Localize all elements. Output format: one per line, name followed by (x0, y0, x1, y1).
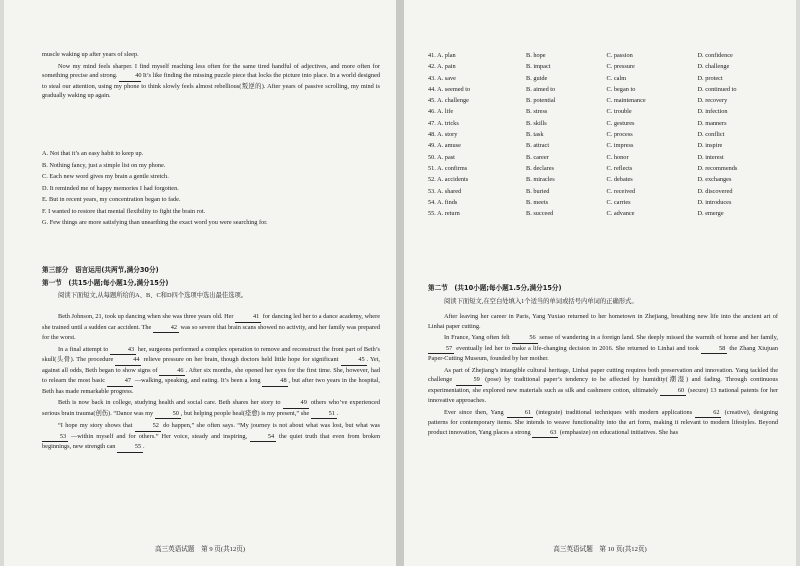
passage-text: her, surgeons performed a complex operation to remove and reconstruct the front part of Beth’s skull(头骨). The procedure (42, 345, 380, 363)
choice-option: 49. A. amuse (428, 142, 461, 150)
choice-option: B. declares (526, 164, 554, 172)
passage-text: , but helping people heal(痊愈) is my present,” she (180, 409, 311, 417)
choice-option: D. exchanges (697, 176, 732, 184)
choice-option: 50. A. past (428, 153, 455, 161)
choice-option: 41. A. plan (428, 52, 456, 59)
choice-option: B. potential (526, 97, 556, 105)
choice-option: D. infection (697, 108, 728, 116)
option-g: G. Few things are more satisfying than unearthing the exact word you were searching for. (42, 219, 268, 226)
passage-paragraph (42, 312, 380, 343)
passage-text: “I hope my story shows that (58, 422, 135, 429)
choice-option: C. pressure (606, 63, 635, 71)
passage-paragraph (428, 366, 778, 406)
option-f: F. I wanted to restore that mental flexibility to fight the brain rot. (42, 207, 206, 215)
choice-option: B. aimed to (526, 85, 556, 93)
choice-option: B. stress (526, 108, 548, 116)
passage-text: —walking, speaking, and eating. It’s been a long (132, 377, 263, 384)
grammar-passage (428, 312, 778, 438)
passage-paragraph (42, 421, 380, 453)
choice-option: D. manners (697, 119, 727, 127)
choice-option: C. process (606, 131, 633, 139)
passage-text: . After six months, she opened her eyes for the first time. She, however, had to relearn the most basic (42, 366, 380, 384)
choice-row-41 (428, 50, 778, 61)
passage-text: (emphasize) on educational initiatives. She has (558, 428, 679, 436)
passage-text: . (143, 443, 145, 450)
blank-50: 50 (155, 409, 181, 420)
option-d: D. It reminded me of happy memories I had forgotten. (42, 184, 179, 192)
option-c: C. Each new word gives my brain a gentle stretch. (42, 173, 169, 180)
passage-paragraph (428, 312, 778, 331)
page-10 (404, 0, 796, 566)
passage-text: (integrate) traditional techniques with modern applications (532, 408, 696, 416)
choice-row-50 (428, 152, 778, 163)
part3-heading: 第三部分 语言运用(共两节,满分30分) (42, 266, 159, 274)
choice-option: 44. A. seemed to (428, 85, 471, 93)
choice-row-44 (428, 84, 778, 95)
choice-option: 45. A. challenge (428, 97, 469, 105)
choice-option: B. buried (526, 187, 550, 195)
passage-paragraph (42, 345, 380, 397)
choice-option: D. interest (697, 153, 724, 161)
blank-52: 52 (135, 421, 161, 432)
section1-heading: 第一节 (共15小题;每小题1分,满分15分) (42, 278, 169, 287)
choice-row-43 (428, 73, 778, 84)
choice-option: C. honor (606, 153, 629, 161)
choice-option: C. impress (606, 142, 634, 150)
choice-option: D. conflict (697, 131, 725, 139)
blank-43: 43 (110, 345, 136, 356)
choice-option: B. task (526, 131, 544, 139)
choice-option: 55. A. return (428, 210, 460, 218)
intro-line-1: muscle waking up after years of sleep. (42, 51, 139, 58)
option-b: B. Nothing fancy, just a simple list on my phone. (42, 161, 166, 169)
passage-paragraph (428, 408, 778, 439)
choice-option: C. reflects (606, 164, 633, 172)
passage-paragraph (42, 398, 380, 419)
passage-text: sense of wandering in a foreign land. She deeply missed the warmth of home and her family, (537, 334, 778, 341)
blank-56: 56 (512, 333, 538, 344)
choice-option: C. debates (606, 176, 633, 184)
blank-44: 44 (115, 355, 141, 366)
part3-header (42, 266, 380, 301)
choice-option: 51. A. confirms (428, 164, 468, 172)
choice-row-46 (428, 106, 778, 117)
choice-option: C. advance (606, 210, 635, 218)
choice-option: D. emerge (697, 210, 724, 218)
cloze-passage (42, 312, 380, 453)
passage-text: others who’ve experienced serious brain trauma(创伤). “Dance was my (42, 399, 380, 417)
choice-option: C. carries (606, 198, 631, 206)
option-a: A. Not that it’s an easy habit to keep up. (42, 150, 144, 157)
page-gutter (396, 0, 404, 566)
passage-text: As part of Zhejiang’s intangible cultural heritage, Linhai paper cutting requires both preservation and innovation. Yang tackled the challenge (428, 366, 778, 383)
passage-text: Beth Johnson, 21, took up dancing when she was three years old. Her (58, 313, 236, 320)
option-e: E. But in recent years, my concentration began to fade. (42, 196, 181, 203)
passage-text: After leaving her career in Paris, Yang Yuxiao returned to her hometown in Zhejiang, breathing new life into the ancient art of Linhai paper cutting. (428, 313, 778, 330)
choice-option: B. guide (526, 74, 548, 82)
blank-49: 49 (283, 398, 309, 409)
choice-option: C. gestures (606, 119, 635, 127)
passage-text: , but after two years in the hospital, Beth has made remarkable progress. (42, 377, 380, 395)
choice-row-53 (428, 186, 778, 197)
blank-55: 55 (117, 442, 143, 453)
choice-option: D. introduces (697, 198, 732, 206)
passage-text: (pose) by traditional paper’s tendency to be affected by humidity(潮湿) and fading. Through continuous experimentation, she explored new materials such as silk and cashmere cotton, ultimately (428, 376, 778, 394)
blank-59: 59 (456, 375, 482, 386)
passage-text: Ever since then, Yang (444, 408, 507, 416)
passage-text: eventually led her to make a life-changing decision in 2016. She returned to Linhai and took (454, 344, 702, 352)
choice-option: B. skills (526, 119, 547, 127)
choice-option: D. recovery (697, 97, 728, 105)
page-10-footer: 高三英语试题 第 10 页(共12页) (553, 545, 647, 553)
choice-option: C. trouble (606, 108, 632, 116)
choice-option: D. inspire (697, 142, 723, 150)
blank-58: 58 (701, 344, 727, 355)
passage-text: (creative), designing patterns for contemporary items. She intends to weave functionality into the art form, making it relevant to modern lifestyles. Beyond product innovation, Yang places a strong (428, 408, 779, 436)
blank-51: 51 (311, 409, 337, 420)
choice-option: B. impact (526, 63, 551, 71)
blank-40: 40 (119, 71, 141, 82)
blank-46: 46 (159, 366, 185, 377)
blank-63: 63 (532, 428, 558, 439)
choice-row-47 (428, 118, 778, 129)
section2-heading: 第二节 (共10小题;每小题1.5分,满分15分) (428, 284, 562, 292)
choice-option: D. protect (697, 74, 723, 82)
choice-option: C. calm (606, 74, 627, 82)
choice-option: 46. A. life (428, 108, 454, 116)
passage-text: was so severe that brain scans showed no activity, and her family was prepared for the worst. (42, 323, 380, 341)
section2-header (428, 284, 778, 306)
choice-option: D. discovered (697, 187, 733, 195)
passage-text: the quiet truth that even from broken beginnings, new strength can (42, 432, 380, 450)
choice-option: B. succeed (526, 210, 554, 218)
choice-option: B. meets (526, 198, 549, 206)
blank-61: 61 (507, 408, 533, 419)
choice-option: 53. A. shared (428, 187, 462, 195)
choices-table (428, 50, 778, 219)
options-list (42, 148, 380, 229)
choice-option: 43. A. save (428, 74, 456, 82)
choice-option: C. began to (606, 85, 636, 93)
choice-row-55 (428, 208, 778, 219)
passage-text: In France, Yang often felt (444, 334, 512, 341)
choice-option: D. challenge (697, 63, 730, 71)
blank-47: 47 (107, 376, 133, 387)
choice-option: 48. A. story (428, 131, 458, 139)
choice-row-49 (428, 140, 778, 151)
blank-57: 57 (428, 344, 454, 355)
passage-text: relieve pressure on her brain, though doctors held little hope for significant (141, 356, 341, 363)
passage-text: Beth is now back in college, studying health and social care. Beth shares her story to (58, 399, 283, 406)
passage-text: for dancing led her to a dance academy, where she trained until a sudden car accident. The (42, 313, 380, 331)
choice-row-54 (428, 197, 778, 208)
blank-45: 45 (341, 355, 367, 366)
page-9 (4, 0, 396, 566)
passage-text: In a final attempt to (58, 345, 111, 353)
passage-text: —within myself and for others.” Her voice, steady and inspiring, (68, 432, 251, 440)
choice-option: B. miracles (526, 176, 555, 184)
intro-text-a: Now my mind feels sharper. I find myself reaching less often for the same tired handful of adjectives, and more often for something precise and strong. (42, 62, 380, 79)
intro-paragraph (42, 62, 380, 101)
passage-text: (secure) 13 national patents for her innovative approaches. (428, 386, 778, 404)
blank-53: 53 (42, 432, 68, 443)
intro-text-b: It’s like finding the missing puzzle piece that locks the picture into place. In a world designed to steal our attention, using my phone to think slowly feels almost rebellious(叛逆的). After years of passive scrolling, my mind is gradually waking up again. (42, 72, 381, 99)
choice-option: C. maintenance (606, 97, 646, 105)
reading-continuation (42, 50, 380, 101)
blank-41: 41 (235, 312, 261, 323)
choice-option: D. confidence (697, 52, 733, 59)
blank-48: 48 (262, 376, 288, 387)
choice-option: 47. A. tricks (428, 119, 459, 127)
passage-text: . (336, 409, 339, 417)
section2-instruction: 阅读下面短文,在空白处填入1个适当的单词或括号内单词的正确形式。 (444, 297, 638, 305)
blank-60: 60 (660, 386, 686, 397)
section1-instruction: 阅读下面短文,从每题所给的A、B、C和D四个选项中选出最佳选项。 (58, 292, 248, 299)
choice-option: 54. A. finds (428, 198, 458, 206)
blank-54: 54 (250, 432, 276, 443)
choice-option: D. recommends (697, 164, 738, 172)
choice-row-48 (428, 129, 778, 140)
choice-row-45 (428, 95, 778, 106)
choice-option: B. career (526, 153, 549, 161)
choice-row-51 (428, 163, 778, 174)
choice-option: B. attract (526, 142, 550, 150)
choice-option: D. continued to (697, 85, 737, 93)
passage-text: do happen,” she often says. “My journey is not about what was lost, but what was (160, 422, 381, 429)
choice-option: 52. A. accidents (428, 176, 469, 184)
choice-option: C. passion (606, 52, 633, 59)
choice-option: C. received (606, 187, 636, 195)
blank-62: 62 (695, 408, 721, 419)
passage-paragraph (428, 333, 778, 364)
page-9-footer: 高三英语试题 第 9 页(共12页) (154, 545, 246, 553)
choice-option: 42. A. pain (428, 63, 456, 71)
passage-text: the Zhang Xiujuan Paper-Cutting Museum, founded by her mother. (428, 344, 778, 362)
passage-text: . Yet, against all odds, Beth began to show signs of (42, 356, 380, 374)
choice-row-42 (428, 61, 778, 72)
choice-row-52 (428, 174, 778, 185)
blank-42: 42 (153, 323, 179, 334)
choice-option: B. hope (526, 52, 546, 59)
